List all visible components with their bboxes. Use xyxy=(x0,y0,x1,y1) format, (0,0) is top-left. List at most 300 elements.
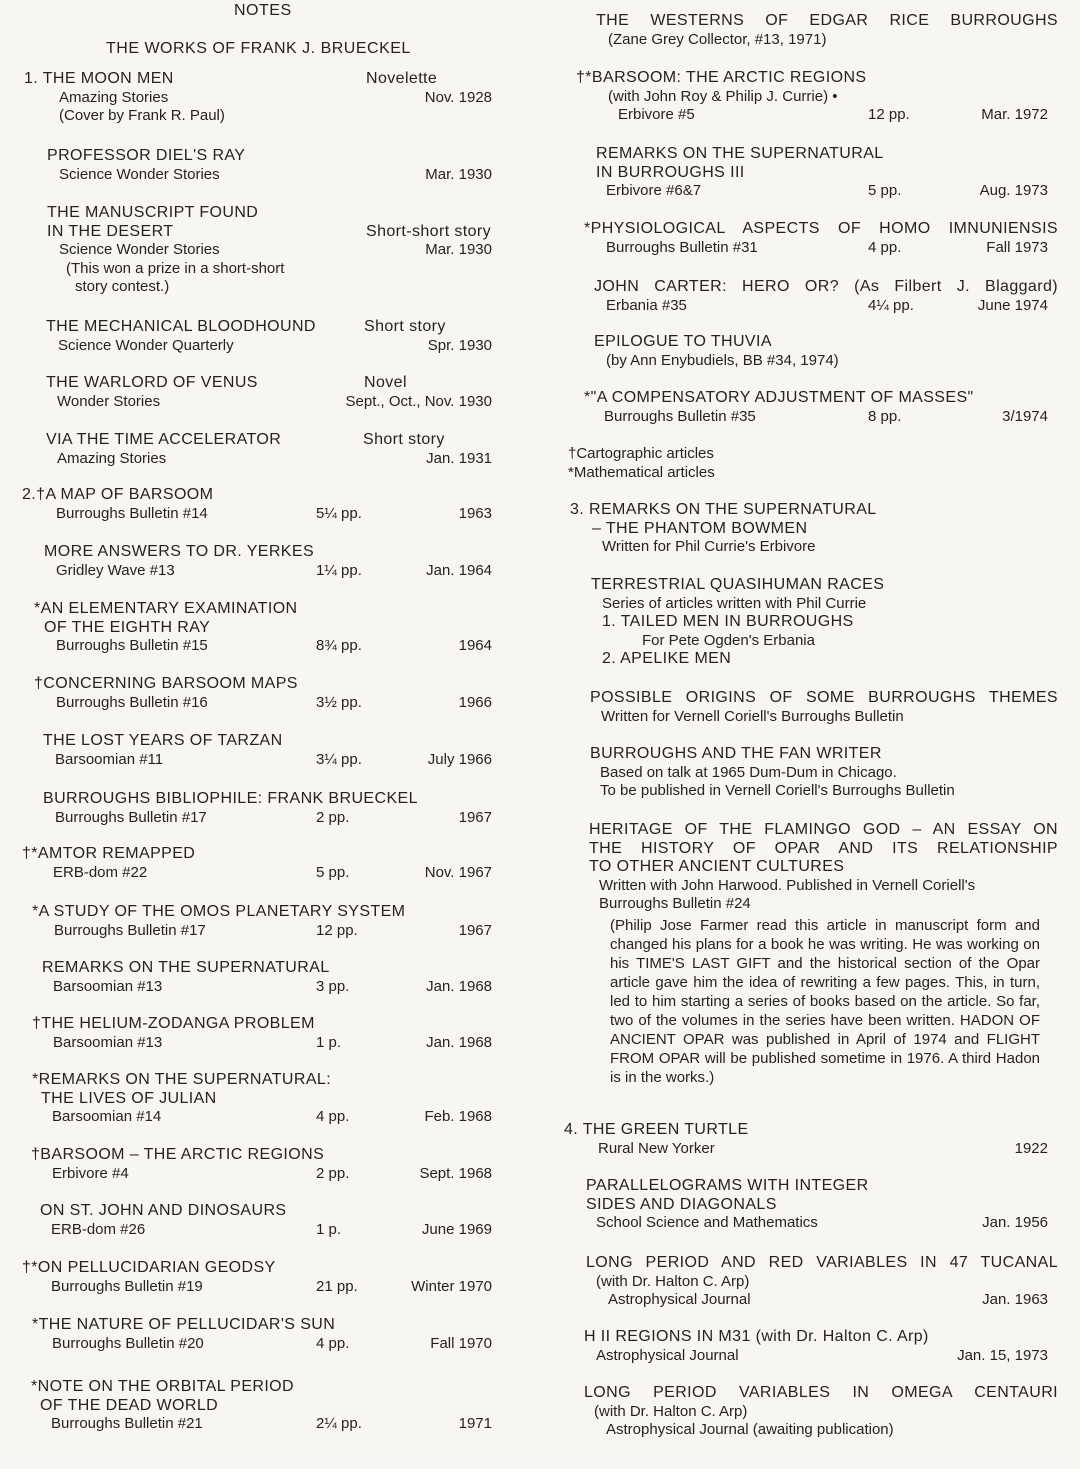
publication-name: Wonder Stories xyxy=(57,392,161,410)
entry-title-line xyxy=(562,650,1058,669)
publication-date: Sept., Oct., Nov. 1930 xyxy=(345,392,492,410)
publication-name: (by Ann Enybudiels, BB #34, 1974) xyxy=(606,351,839,369)
publication-date: Fall 1970 xyxy=(430,1334,492,1352)
entry-title: TERRESTRIAL QUASIHUMAN RACES xyxy=(591,576,885,593)
entry-detail-line xyxy=(22,260,512,279)
publication-name: Astrophysical Journal (awaiting publication) xyxy=(606,1421,894,1438)
entry-title: POSSIBLE ORIGINS OF SOME BURROUGHS THEMES xyxy=(590,689,1058,706)
entry-title-line xyxy=(22,845,512,864)
publication-date: Mar. 1930 xyxy=(425,241,492,258)
publication-name: Barsoomian #13 xyxy=(53,1033,163,1051)
entry-detail-line xyxy=(562,31,1058,50)
publication-name: To be published in Vernell Coriell's Burroughs Bulletin xyxy=(600,782,955,799)
publication-date: Feb. 1968 xyxy=(424,1108,492,1125)
page-count: 12 pp. xyxy=(868,106,910,123)
page-count: 2 pp. xyxy=(316,808,350,826)
entry-title-line xyxy=(562,1196,1058,1215)
page-count: 21 pp. xyxy=(316,1277,358,1295)
publication-name: (Zane Grey Collector, #13, 1971) xyxy=(608,30,827,48)
bibliography-entry xyxy=(22,903,512,940)
entry-title-line xyxy=(22,1397,512,1416)
work-type: Novelette xyxy=(366,70,438,87)
entry-title: TO OTHER ANCIENT CULTURES xyxy=(589,858,845,875)
entry-title: †*BARSOOM: THE ARCTIC REGIONS xyxy=(576,69,867,86)
entry-detail-line xyxy=(562,1347,1058,1366)
work-type: Short story xyxy=(364,318,446,335)
bibliography-entry xyxy=(22,543,512,580)
entry-title-line xyxy=(562,689,1058,708)
entry-detail-line xyxy=(562,764,1058,783)
entry-title-line xyxy=(22,374,512,393)
entry-detail-line xyxy=(562,895,1058,914)
publication-name: story contest.) xyxy=(75,278,170,295)
bibliography-entry xyxy=(22,204,512,297)
bibliography-entry xyxy=(562,576,1058,669)
publication-name: Burroughs Bulletin #20 xyxy=(52,1334,204,1352)
entry-title-line xyxy=(562,1121,1058,1140)
page-count: 3½ pp. xyxy=(316,693,362,711)
entry-detail-line xyxy=(22,241,512,260)
bibliography-entry xyxy=(22,70,512,126)
entry-title: THE MANUSCRIPT FOUND xyxy=(47,204,259,221)
entry-title: BURROUGHS BIBLIOPHILE: FRANK BRUECKEL xyxy=(43,790,418,807)
entry-title-line xyxy=(562,278,1058,297)
entry-title: 1. TAILED MEN IN BURROUGHS xyxy=(602,613,854,630)
entry-title-line xyxy=(562,745,1058,764)
entry-title: THE WARLORD OF VENUS xyxy=(46,374,258,391)
entry-title-line xyxy=(562,501,1058,520)
publication-name: Based on talk at 1965 Dum-Dum in Chicago. xyxy=(600,763,897,781)
entry-title: *AN ELEMENTARY EXAMINATION xyxy=(34,600,298,617)
publication-date: Jan. 1931 xyxy=(426,449,492,467)
entry-title: IN THE DESERT xyxy=(47,222,174,240)
entry-title-line xyxy=(22,147,512,166)
bibliography-entry xyxy=(22,845,512,882)
entry-title-line xyxy=(22,1015,512,1034)
entry-title: MORE ANSWERS TO DR. YERKES xyxy=(44,543,315,560)
bibliography-entry xyxy=(562,445,1058,482)
publication-date: Jan. 1968 xyxy=(426,1033,492,1051)
entry-detail-line xyxy=(562,352,1058,371)
entry-title-line xyxy=(562,576,1058,595)
work-type: Novel xyxy=(364,374,407,391)
bibliography-entry xyxy=(22,1378,512,1434)
bibliography-entry xyxy=(562,1177,1058,1233)
entry-title-line xyxy=(562,333,1058,352)
publication-name: Barsoomian #13 xyxy=(53,977,163,995)
bibliography-entry xyxy=(562,1384,1058,1440)
entry-title-line xyxy=(562,821,1058,840)
entry-title: 4. THE GREEN TURTLE xyxy=(564,1121,749,1138)
entry-title-line xyxy=(562,69,1058,88)
entry-title-line xyxy=(562,1177,1058,1196)
publication-date: Jan. 1956 xyxy=(982,1214,1048,1231)
publication-name: Amazing Stories xyxy=(59,88,169,106)
publication-name: Science Wonder Stories xyxy=(59,241,220,258)
entry-detail-line xyxy=(22,505,512,524)
publication-name: (Cover by Frank R. Paul) xyxy=(59,107,225,124)
bibliography-entry xyxy=(562,1121,1058,1158)
publication-name: Written for Vernell Coriell's Burroughs Bulletin xyxy=(601,707,904,725)
entry-title-line xyxy=(562,164,1058,183)
entry-detail-line xyxy=(562,445,1058,464)
publication-date: 1967 xyxy=(458,808,492,826)
entry-title: *THE NATURE OF PELLUCIDAR'S SUN xyxy=(32,1316,336,1333)
entry-title: HERITAGE OF THE FLAMINGO GOD – AN ESSAY ON xyxy=(589,821,1058,838)
entry-title: OF THE EIGHTH RAY xyxy=(44,618,211,636)
entry-detail-line xyxy=(22,166,512,185)
publication-name: Burroughs Bulletin #16 xyxy=(56,693,208,711)
publication-date: Winter 1970 xyxy=(411,1277,492,1295)
entry-title: ON ST. JOHN AND DINOSAURS xyxy=(40,1202,287,1219)
page-count: 3¼ pp. xyxy=(316,750,362,768)
entry-detail-line xyxy=(22,278,512,297)
publication-name: Barsoomian #14 xyxy=(52,1108,162,1125)
publication-date: Spr. 1930 xyxy=(427,336,492,354)
page-count: 8¾ pp. xyxy=(316,637,362,654)
entry-title: THE MECHANICAL BLOODHOUND xyxy=(46,318,316,335)
page-count: 1 p. xyxy=(316,1033,342,1051)
publication-date: 1964 xyxy=(458,637,492,654)
bibliography-entry xyxy=(22,790,512,827)
bibliography-entry xyxy=(22,1259,512,1296)
bibliography-entry xyxy=(22,600,512,656)
publication-name: Erbivore #6&7 xyxy=(606,182,702,199)
publication-date: Nov. 1928 xyxy=(424,88,492,106)
entry-detail-line xyxy=(22,1335,512,1354)
bibliography-entry xyxy=(22,1202,512,1239)
publication-name: Written with John Harwood. Published in Vernell Coriell's xyxy=(599,876,976,894)
entry-detail-line xyxy=(22,1278,512,1297)
page-count: 12 pp. xyxy=(316,921,358,939)
publication-name: Burroughs Bulletin #19 xyxy=(51,1277,203,1295)
entry-title: *NOTE ON THE ORBITAL PERIOD xyxy=(31,1378,294,1395)
bibliography-entry xyxy=(22,732,512,769)
entry-title-line xyxy=(562,389,1058,408)
entry-title-line xyxy=(562,520,1058,539)
entry-title-line xyxy=(22,223,512,242)
entry-detail-line xyxy=(562,708,1058,727)
publication-name: Burroughs Bulletin #21 xyxy=(51,1415,203,1432)
entry-detail-line xyxy=(562,106,1058,125)
entry-title-line xyxy=(562,858,1058,877)
publication-name: For Pete Ogden's Erbania xyxy=(642,631,815,649)
entry-detail-line xyxy=(562,464,1058,483)
page-count: 1¼ pp. xyxy=(316,561,362,579)
entry-title-line xyxy=(22,675,512,694)
entry-title-line xyxy=(22,486,512,505)
entry-title-line xyxy=(22,431,512,450)
bibliography-entry xyxy=(562,278,1058,315)
entry-title-line xyxy=(22,732,512,751)
entry-title: *A STUDY OF THE OMOS PLANETARY SYSTEM xyxy=(32,903,406,920)
entry-title-line xyxy=(22,318,512,337)
publication-name: ERB-dom #26 xyxy=(51,1220,146,1238)
entry-title-line xyxy=(22,903,512,922)
entry-title: JOHN CARTER: HERO OR? (As Filbert J. Blaggard) xyxy=(594,278,1058,295)
publication-date: July 1966 xyxy=(427,750,492,768)
entry-title: 1. THE MOON MEN xyxy=(24,70,174,87)
bibliography-entry xyxy=(562,745,1058,801)
page-count: 5 pp. xyxy=(316,863,350,881)
entry-detail-line xyxy=(562,1421,1058,1440)
publication-name: Burroughs Bulletin #17 xyxy=(54,921,206,939)
notes-heading: NOTES xyxy=(234,2,292,19)
bibliography-entry xyxy=(22,486,512,523)
publication-name: *Mathematical articles xyxy=(568,463,715,481)
publication-name: Science Wonder Quarterly xyxy=(58,336,234,354)
publication-name: School Science and Mathematics xyxy=(596,1214,818,1231)
entry-title-line xyxy=(22,1378,512,1397)
publication-name: Barsoomian #11 xyxy=(55,750,164,768)
entry-detail-line xyxy=(562,1291,1058,1310)
publication-name: Gridley Wave #13 xyxy=(56,561,175,579)
entry-title: †BARSOOM – THE ARCTIC REGIONS xyxy=(31,1146,325,1163)
entry-title: LONG PERIOD VARIABLES IN OMEGA CENTAURI xyxy=(584,1384,1058,1401)
work-type: Short-short story xyxy=(366,222,492,240)
publication-name: Astrophysical Journal xyxy=(608,1291,751,1308)
entry-detail-line xyxy=(562,408,1058,427)
page-count: 2¼ pp. xyxy=(316,1415,362,1432)
page-count: 4 pp. xyxy=(316,1108,350,1125)
publication-date: Jan. 1968 xyxy=(426,977,492,995)
bibliography-entry xyxy=(562,689,1058,726)
publication-name: (with Dr. Halton C. Arp) xyxy=(596,1272,750,1290)
publication-name: Amazing Stories xyxy=(57,449,167,467)
entry-title: IN BURROUGHS III xyxy=(596,163,745,181)
entry-title: *PHYSIOLOGICAL ASPECTS OF HOMO IMNUNIENSIS xyxy=(584,220,1058,237)
entry-detail-line xyxy=(22,751,512,770)
entry-title-line xyxy=(22,1316,512,1335)
publication-name: ERB-dom #22 xyxy=(53,863,148,881)
page-count: 4¼ pp. xyxy=(868,296,914,314)
bibliography-entry xyxy=(22,147,512,184)
entry-title: PROFESSOR DIEL'S RAY xyxy=(47,147,246,164)
bibliography-entry xyxy=(562,145,1058,201)
publication-name: Burroughs Bulletin #31 xyxy=(606,238,758,256)
entry-detail-line xyxy=(22,922,512,941)
publication-date: Jan. 15, 1973 xyxy=(957,1346,1048,1364)
publication-date: 1971 xyxy=(458,1415,492,1432)
entry-detail-line xyxy=(22,809,512,828)
publication-date: Nov. 1967 xyxy=(424,863,492,881)
entry-title-line xyxy=(562,12,1058,31)
page-count: 3 pp. xyxy=(316,977,350,995)
bibliography-entry xyxy=(562,69,1058,125)
page-count: 4 pp. xyxy=(316,1334,350,1352)
publication-date: Jan. 1963 xyxy=(982,1291,1048,1308)
bibliography-entry xyxy=(562,501,1058,557)
bibliography-entry xyxy=(22,318,512,355)
entry-title-line xyxy=(22,543,512,562)
entry-detail-line xyxy=(22,637,512,656)
entry-title-line xyxy=(562,613,1058,632)
publication-name: Science Wonder Stories xyxy=(59,165,220,183)
entry-title: THE LIVES OF JULIAN xyxy=(41,1089,217,1107)
publication-date: Mar. 1930 xyxy=(425,165,492,183)
publication-name: Erbania #35 xyxy=(606,296,687,314)
entry-title: 2. APELIKE MEN xyxy=(602,650,732,667)
entry-title: PARALLELOGRAMS WITH INTEGER xyxy=(586,1177,869,1194)
entry-title: *REMARKS ON THE SUPERNATURAL: xyxy=(32,1071,332,1088)
bibliography-entry xyxy=(22,1071,512,1127)
publication-name: †Cartographic articles xyxy=(568,445,714,462)
bibliography-entry xyxy=(22,374,512,411)
entry-title-line xyxy=(562,145,1058,164)
entry-title-line xyxy=(22,204,512,223)
entry-detail-line xyxy=(562,632,1058,651)
entry-detail-line xyxy=(562,297,1058,316)
entry-title: H II REGIONS IN M31 (with Dr. Halton C. Arp) xyxy=(584,1328,929,1345)
publication-name: Written for Phil Currie's Erbivore xyxy=(602,538,816,555)
entry-title-line xyxy=(562,840,1058,859)
publication-date: 3/1974 xyxy=(1002,407,1048,425)
bibliography-entry xyxy=(562,12,1058,49)
bibliography-entry xyxy=(562,333,1058,370)
publication-name: Series of articles written with Phil Currie xyxy=(602,594,867,612)
entry-title: OF THE DEAD WORLD xyxy=(40,1396,219,1414)
publication-name: Burroughs Bulletin #35 xyxy=(604,407,756,425)
entry-title-line xyxy=(22,1071,512,1090)
publication-date: Mar. 1972 xyxy=(981,106,1048,123)
entry-detail-line xyxy=(22,1221,512,1240)
bibliography-entry xyxy=(22,1146,512,1183)
entry-detail-line xyxy=(562,1140,1058,1159)
publication-name: (with Dr. Halton C. Arp) xyxy=(594,1402,748,1420)
bibliography-entry xyxy=(562,1328,1058,1365)
bibliography-entry xyxy=(562,821,1058,914)
publication-date: June 1969 xyxy=(421,1220,492,1238)
publication-date: Sept. 1968 xyxy=(419,1164,492,1182)
entry-detail-line xyxy=(562,595,1058,614)
entry-title-line xyxy=(22,600,512,619)
page-count: 8 pp. xyxy=(868,407,902,425)
entry-detail-line xyxy=(22,978,512,997)
entry-detail-line xyxy=(22,694,512,713)
publication-name: Rural New Yorker xyxy=(598,1139,715,1157)
publication-date: 1966 xyxy=(458,693,492,711)
bibliography-entry xyxy=(22,1015,512,1052)
bibliography-entry xyxy=(22,1316,512,1353)
publication-date: Fall 1973 xyxy=(986,238,1048,256)
entry-detail-line xyxy=(22,1415,512,1434)
entry-title-line xyxy=(562,1384,1058,1403)
entry-detail-line xyxy=(22,337,512,356)
entry-detail-line xyxy=(562,1273,1058,1292)
entry-title: EPILOGUE TO THUVIA xyxy=(594,333,772,350)
publication-name: Burroughs Bulletin #14 xyxy=(56,504,208,522)
entry-title: BURROUGHS AND THE FAN WRITER xyxy=(590,745,882,762)
publication-date: Aug. 1973 xyxy=(979,182,1048,199)
entry-title-line xyxy=(22,790,512,809)
page-count: 5 pp. xyxy=(868,182,902,199)
entry-detail-line xyxy=(562,782,1058,801)
entry-title-line xyxy=(22,1090,512,1109)
entry-title-line xyxy=(562,1328,1058,1347)
entry-detail-line xyxy=(22,1165,512,1184)
publication-name: Burroughs Bulletin #24 xyxy=(599,895,751,912)
publication-date: 1922 xyxy=(1014,1139,1048,1157)
entry-detail-line xyxy=(22,89,512,108)
entry-detail-line xyxy=(562,182,1058,201)
publication-name: Astrophysical Journal xyxy=(596,1346,739,1364)
entry-title: REMARKS ON THE SUPERNATURAL xyxy=(42,959,330,976)
entry-detail-line xyxy=(22,393,512,412)
entry-detail-line xyxy=(562,877,1058,896)
entry-title: 3. REMARKS ON THE SUPERNATURAL xyxy=(570,501,877,518)
entry-detail-line xyxy=(22,450,512,469)
bibliography-entry xyxy=(562,1254,1058,1310)
publication-date: Jan. 1964 xyxy=(426,561,492,579)
entry-title-line xyxy=(22,1259,512,1278)
entry-detail-line xyxy=(22,562,512,581)
entry-title: THE LOST YEARS OF TARZAN xyxy=(43,732,283,749)
page-count: 5¼ pp. xyxy=(316,504,362,522)
publication-name: (with John Roy & Philip J. Currie) • xyxy=(608,87,838,105)
farmer-note-paragraph: (Philip Jose Farmer read this article in manuscript form and changed his plans for a book he was writing. He was working on his TIME'S LAST GIFT and the historical section of the Opar article gave him the idea of rewriting a few pages. This, in turn, led to him starting a series of books based on the article. So far, two of the volumes in the series have been written. HADON OF ANCIENT OPAR was published in April of 1974 and FLIGHT FROM OPAR will be published sometime in 1976. A third Hadon is in the works.) xyxy=(610,917,1040,1086)
entry-title: LONG PERIOD AND RED VARIABLES IN 47 TUCANAL xyxy=(586,1254,1058,1271)
entry-title-line xyxy=(562,220,1058,239)
publication-name: Erbivore #4 xyxy=(52,1164,129,1182)
entry-title-line xyxy=(22,959,512,978)
entry-title: – THE PHANTOM BOWMEN xyxy=(592,519,808,537)
entry-title: VIA THE TIME ACCELERATOR xyxy=(46,431,282,448)
works-title: THE WORKS OF FRANK J. BRUECKEL xyxy=(106,40,411,57)
entry-title: SIDES AND DIAGONALS xyxy=(586,1195,777,1213)
entry-detail-line xyxy=(22,1108,512,1127)
entry-title: †*ON PELLUCIDARIAN GEODSY xyxy=(22,1259,276,1276)
entry-title: THE HISTORY OF OPAR AND ITS RELATIONSHIP xyxy=(589,839,1058,857)
publication-name: (This won a prize in a short-short xyxy=(66,259,285,277)
work-type: Short story xyxy=(363,431,445,448)
entry-title: †THE HELIUM-ZODANGA PROBLEM xyxy=(32,1015,315,1032)
publication-date: 1967 xyxy=(458,921,492,939)
entry-title: THE WESTERNS OF EDGAR RICE BURROUGHS xyxy=(596,12,1058,29)
entry-title: *"A COMPENSATORY ADJUSTMENT OF MASSES" xyxy=(584,389,974,406)
entry-title-line xyxy=(22,619,512,638)
entry-detail-line xyxy=(562,239,1058,258)
publication-name: Erbivore #5 xyxy=(618,106,695,123)
bibliography-entry xyxy=(562,389,1058,426)
bibliography-entry xyxy=(22,431,512,468)
entry-title: REMARKS ON THE SUPERNATURAL xyxy=(596,145,884,162)
entry-title-line xyxy=(22,1146,512,1165)
page-count: 2 pp. xyxy=(316,1164,350,1182)
entry-detail-line xyxy=(562,538,1058,557)
entry-detail-line xyxy=(562,1214,1058,1233)
bibliography-entry xyxy=(22,959,512,996)
entry-detail-line xyxy=(562,1403,1058,1422)
entry-title-line xyxy=(562,1254,1058,1273)
entry-detail-line xyxy=(22,864,512,883)
entry-detail-line xyxy=(22,107,512,126)
publication-name: Burroughs Bulletin #15 xyxy=(56,637,208,654)
entry-title-line xyxy=(22,1202,512,1221)
entry-title-line xyxy=(22,70,512,89)
publication-date: June 1974 xyxy=(977,296,1048,314)
page-count: 4 pp. xyxy=(868,238,902,256)
publication-name: Burroughs Bulletin #17 xyxy=(55,808,207,826)
publication-date: 1963 xyxy=(458,504,492,522)
entry-detail-line xyxy=(22,1034,512,1053)
entry-title: †CONCERNING BARSOOM MAPS xyxy=(34,675,298,692)
bibliography-entry xyxy=(562,220,1058,257)
entry-detail-line xyxy=(562,88,1058,107)
entry-title: 2.†A MAP OF BARSOOM xyxy=(22,486,214,503)
entry-title: †*AMTOR REMAPPED xyxy=(22,845,196,862)
bibliography-entry xyxy=(22,675,512,712)
page-count: 1 p. xyxy=(316,1220,342,1238)
